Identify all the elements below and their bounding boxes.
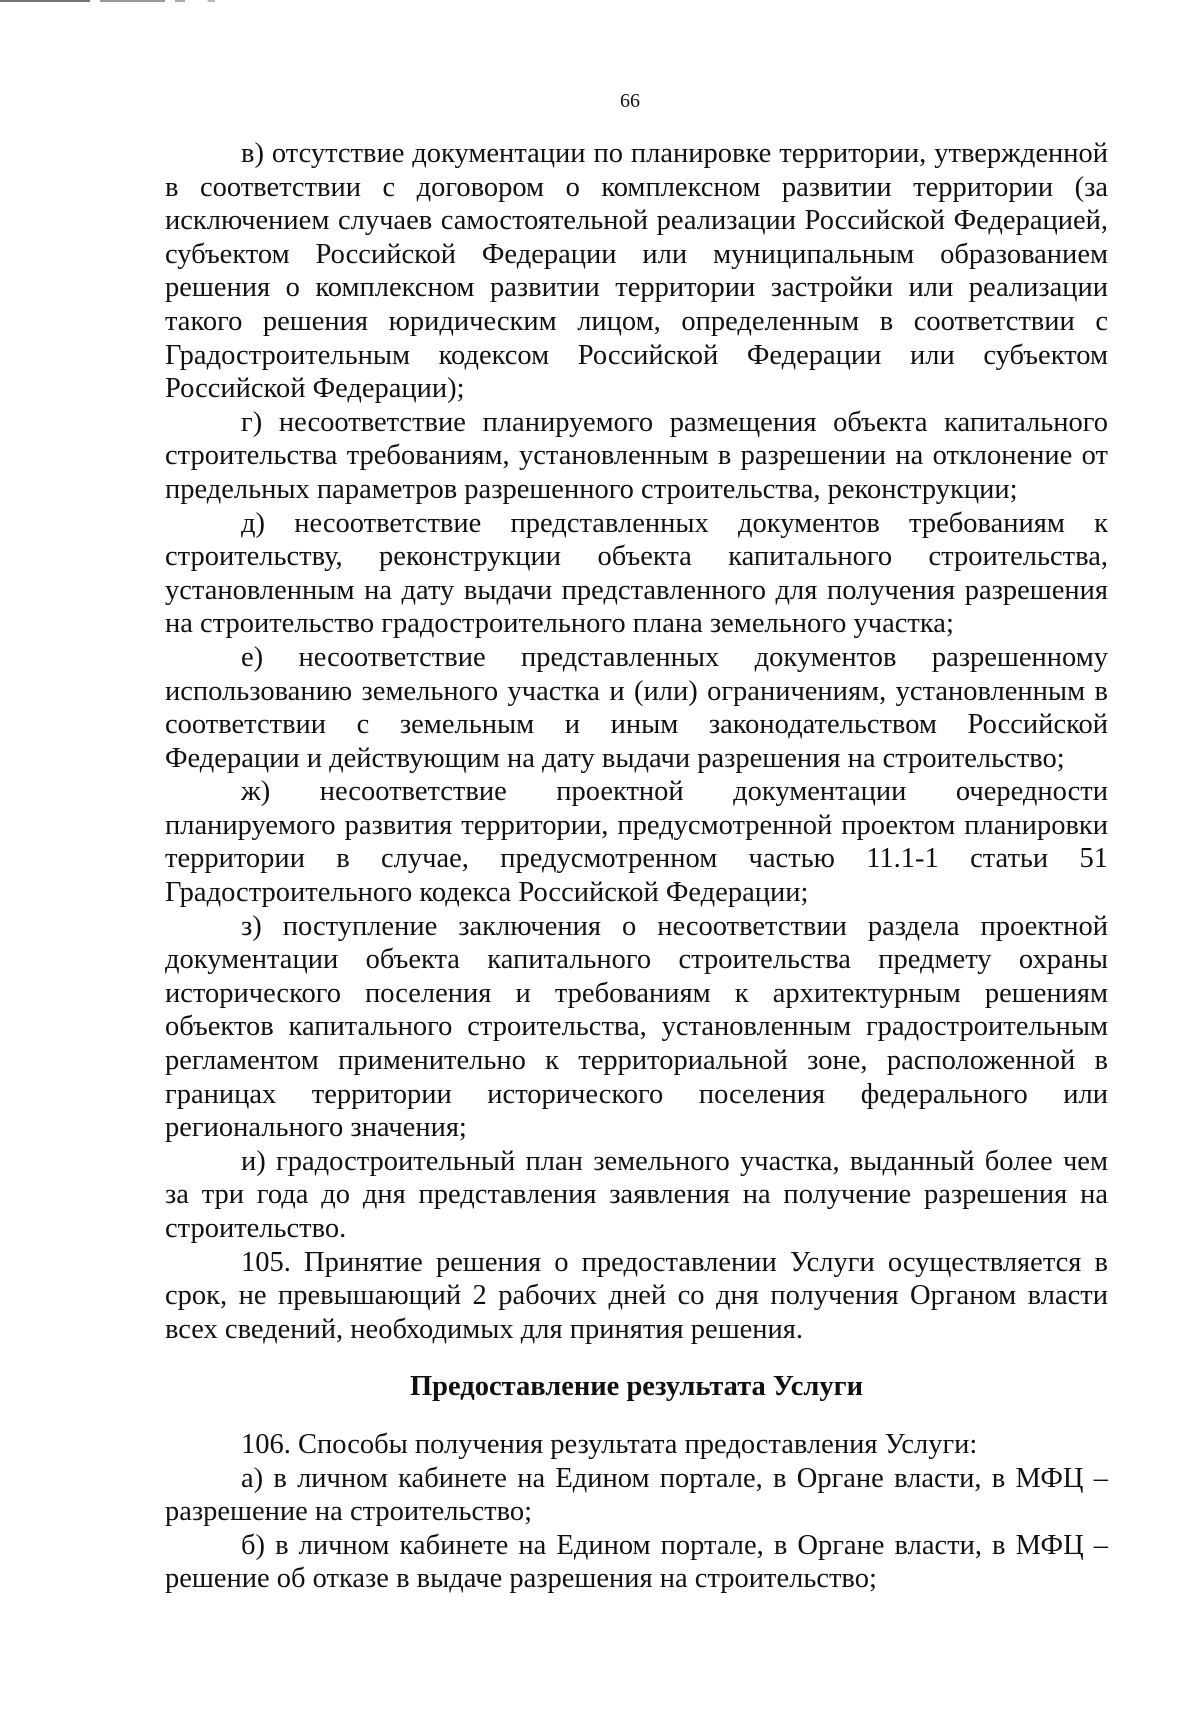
paragraph-e: е) несоответствие представленных документов разрешенному использованию земельного участка и (или) ограничениям, установленным в соответствии с земельным и иным законодательством Российской Федерации и действующим на дату выдачи разрешения на строительство; (165, 641, 1108, 774)
paragraph-106-b: б) в личном кабинете на Едином портале, в Органе власти, в МФЦ – решение об отказе в выдаче разрешения на строительство; (165, 1529, 1108, 1595)
paragraph-i: и) градостроительный план земельного участка, выданный более чем за три года до дня представления заявления на получение разрешения на строительство. (165, 1145, 1108, 1244)
scan-edge-mark (0, 0, 250, 2)
section-heading: Предоставление результата Услуги (409, 1371, 864, 1403)
paragraph-g: г) несоответствие планируемого размещения объекта капитального строительства требованиям, установленным в разрешении на отклонение от предельных параметров разрешенного строительства, реконструкции; (165, 406, 1108, 505)
paragraph-d: д) несоответствие представленных документов требованиям к строительству, реконструкции объекта капитального строительства, установленным на дату выдачи представленного для получения разрешения на строительство градостроительного плана земельного участка; (165, 507, 1108, 640)
paragraph-zh: ж) несоответствие проектной документации очередности планируемого развития территории, предусмотренной проектом планировки территории в случае, предусмотренном частью 11.1-1 статьи 51 Градостроительного кодекса Российской Федерации; (165, 776, 1108, 909)
paragraph-v: в) отсутствие документации по планировке территории, утвержденной в соответствии с договором о комплексном развитии территории (за исключением случаев самостоятельной реализации Российской Федерацией, субъектом Российской Федерации или муниципальным образованием решения о комплексном развитии территории застройки или реализации такого решения юридическим лицом, определенным в соответствии с Градостроительным кодексом Российской Федерации или субъектом Российской Федерации); (165, 138, 1108, 405)
paragraph-106-a: а) в личном кабинете на Едином портале, в Органе власти, в МФЦ – разрешение на строительство; (165, 1462, 1108, 1528)
paragraph-z: з) поступление заключения о несоответствии раздела проектной документации объекта капитального строительства предмету охраны исторического поселения и требованиям к архитектурным решениям объектов капитального строительства, установленным градостроительным регламентом применительно к территориальной зоне, расположенной в границах территории исторического поселения федерального или регионального значения; (165, 910, 1108, 1144)
document-body (165, 137, 1108, 1596)
paragraph-105: 105. Принятие решения о предоставлении Услуги осуществляется в срок, не превышающий 2 рабочих дней со дня получения Органом власти всех сведений, необходимых для принятия решения. (165, 1246, 1108, 1345)
paragraph-106: 106. Способы получения результата предоставления Услуги: (241, 1428, 978, 1460)
page-number: 66 (620, 90, 640, 112)
